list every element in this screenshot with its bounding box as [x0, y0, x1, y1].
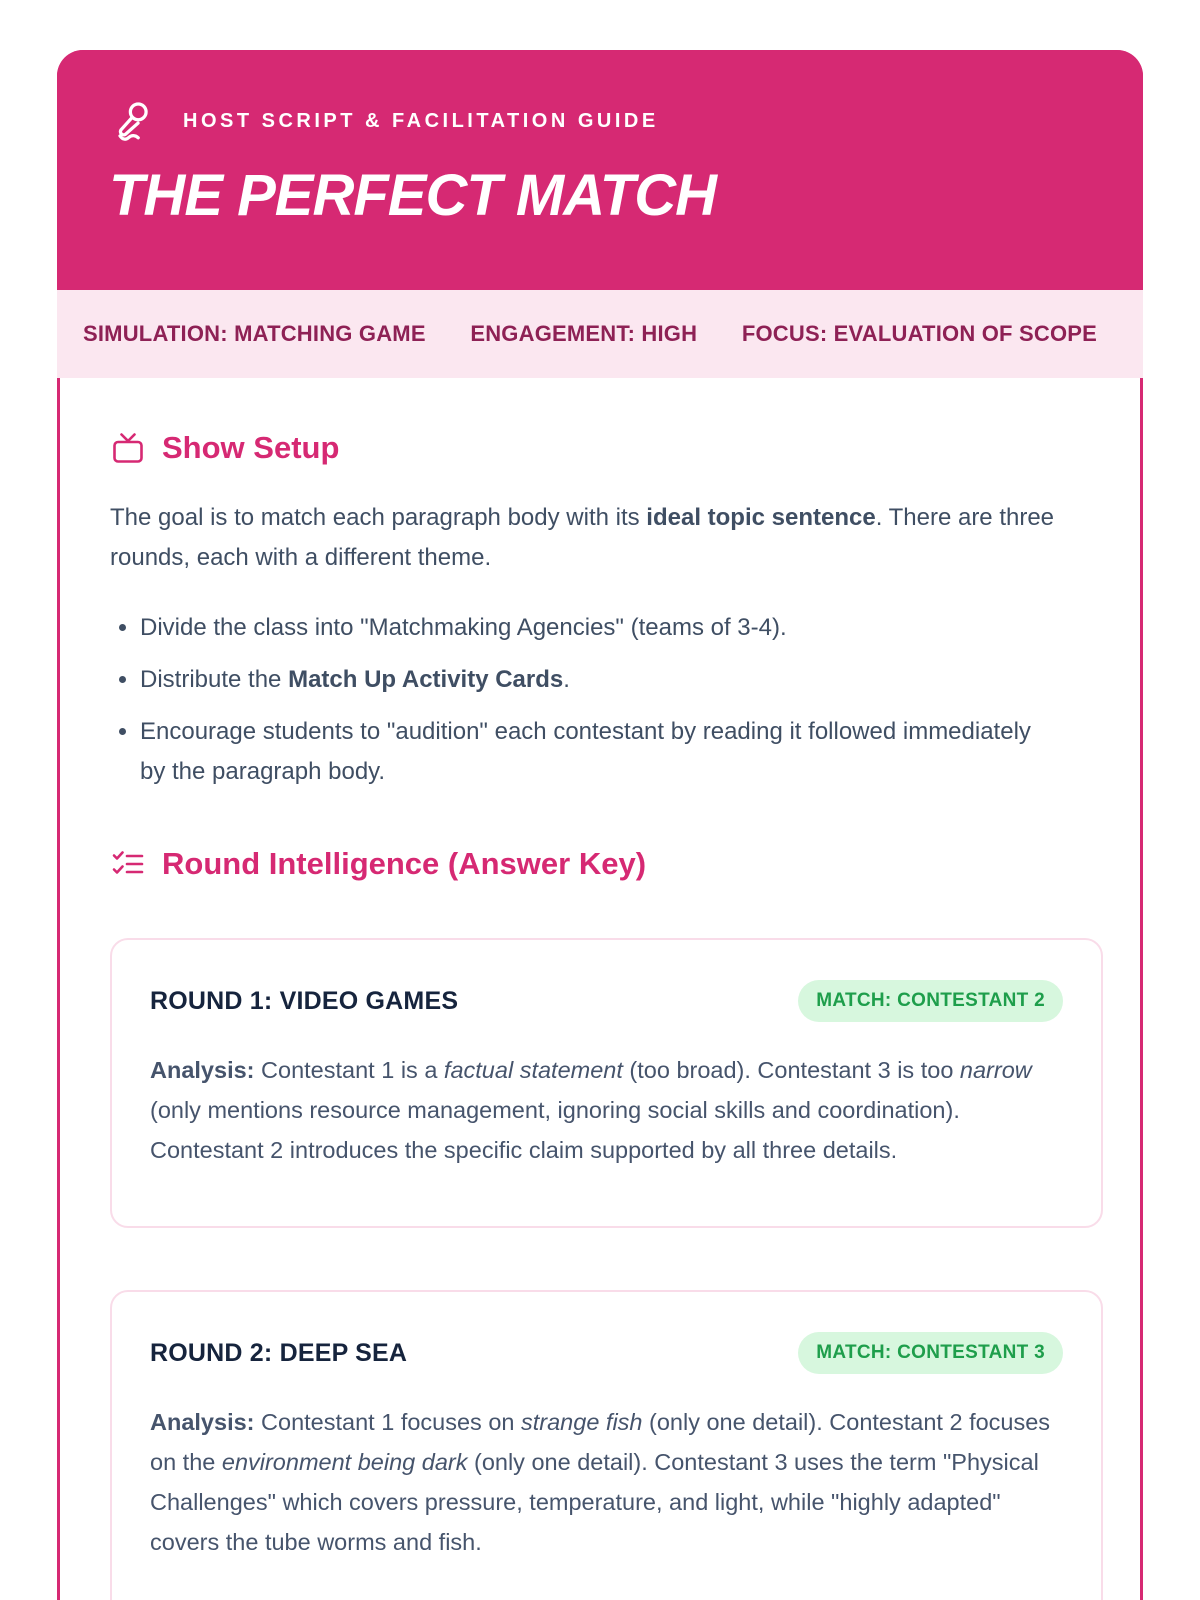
hero-kicker-row [109, 98, 1103, 144]
answer-key-heading [110, 846, 1103, 882]
meta-focus: FOCUS: EVALUATION OF SCOPE [741, 321, 1097, 346]
show-setup-heading [110, 430, 1103, 466]
answer-key-heading-label: Round Intelligence (Answer Key) [162, 846, 647, 881]
round-2-card-head [150, 1332, 1063, 1374]
round-2-analysis: Analysis: Contestant 1 focuses on strange fish (only one detail). Contestant 2 focuses on the environment being dark (only one detail). Contestant 3 uses the term "Physical Challenges" which covers pressure, temperature, and light, while "highly adapted" covers the tube worms and fish. [150, 1409, 1051, 1555]
page-body [57, 430, 1143, 1600]
kicker-label: HOST SCRIPT & FACILITATION GUIDE [183, 109, 659, 132]
hero-header [57, 50, 1143, 290]
setup-bullet-1: • Divide the class into "Matchmaking Agencies" (teams of 3-4). [140, 608, 1040, 648]
round-2-match-badge: MATCH: CONTESTANT 3 [798, 1332, 1063, 1374]
round-1-match-badge: MATCH: CONTESTANT 2 [798, 980, 1063, 1022]
page-title: THE PERFECT MATCH [109, 163, 717, 228]
tv-icon [110, 430, 146, 466]
meta-engagement: ENGAGEMENT: HIGH [470, 321, 698, 346]
setup-bullet-3: • Encourage students to "audition" each contestant by reading it followed immediately by the paragraph body. [140, 712, 1040, 792]
microphone-icon [109, 98, 155, 144]
document-frame [57, 50, 1143, 1600]
setup-bullet-list [110, 608, 1040, 792]
show-setup-heading-label: Show Setup [162, 430, 340, 465]
meta-simulation: SIMULATION: MATCHING GAME [83, 321, 426, 346]
setup-bullet-2: • Distribute the Match Up Activity Cards. [140, 660, 1040, 700]
round-2-card [110, 1290, 1103, 1600]
round-1-card [110, 938, 1103, 1228]
round-1-card-head [150, 980, 1063, 1022]
round-1-title: ROUND 1: VIDEO GAMES [150, 986, 459, 1015]
round-2-title: ROUND 2: DEEP SEA [150, 1338, 408, 1367]
setup-intro-paragraph: The goal is to match each paragraph body with its ideal topic sentence. There are three rounds, each with a different theme. [110, 504, 1055, 571]
checklist-icon [110, 846, 146, 882]
meta-bar [57, 290, 1143, 378]
round-1-analysis: Analysis: Contestant 1 is a factual statement (too broad). Contestant 3 is too narrow (only mentions resource management, ignoring social skills and coordination). Contestant 2 introduces the specific claim supported by all three details. [150, 1057, 1032, 1163]
